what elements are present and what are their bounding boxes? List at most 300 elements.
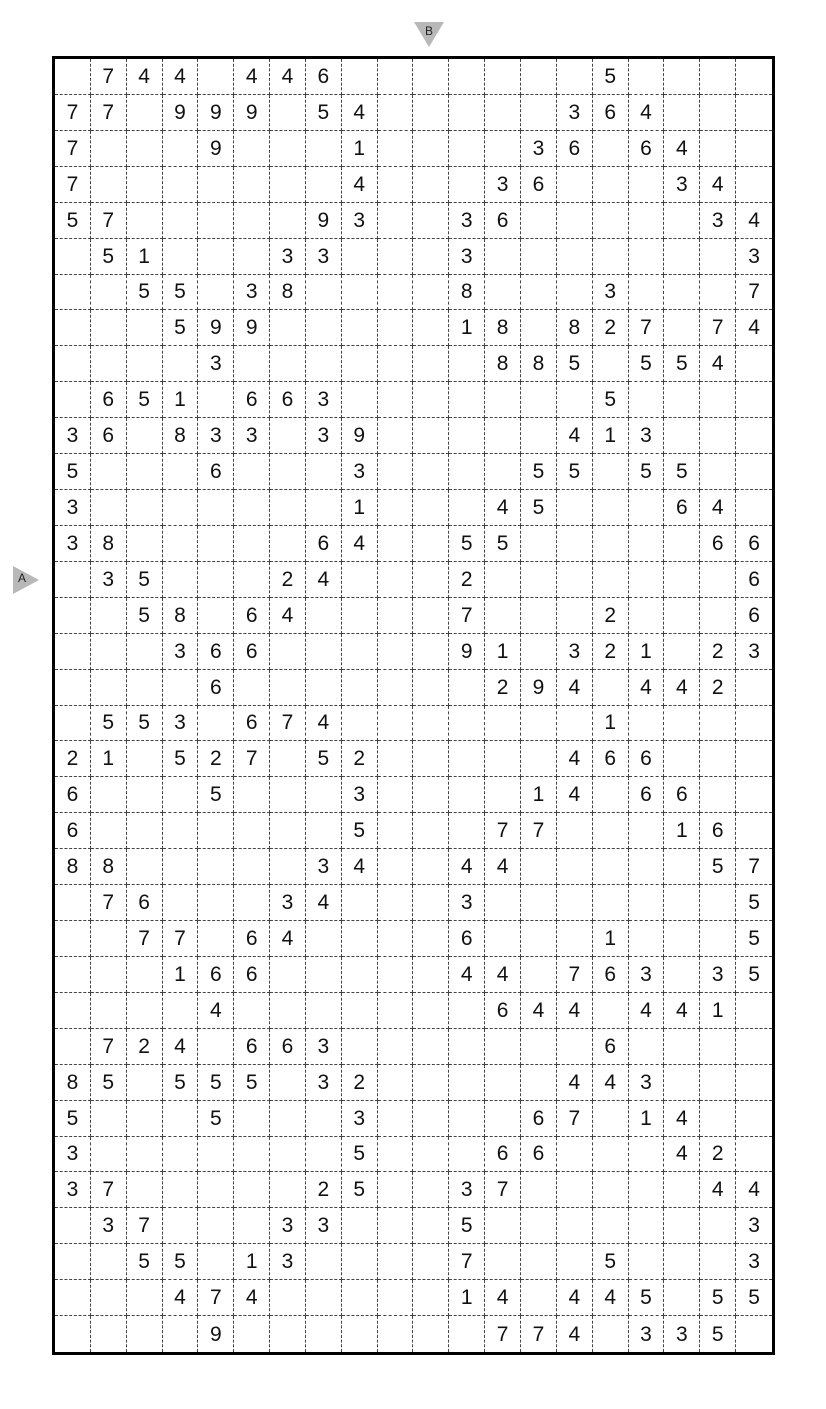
grid-cell[interactable]: 7 [485,813,521,849]
grid-cell[interactable] [127,670,163,706]
grid-cell[interactable] [664,706,700,742]
grid-cell[interactable] [736,1029,772,1065]
grid-cell[interactable]: 6 [593,957,629,993]
grid-cell[interactable]: 5 [163,275,199,311]
grid-cell[interactable] [91,1137,127,1173]
grid-cell[interactable] [521,921,557,957]
grid-cell[interactable] [629,239,665,275]
grid-cell[interactable] [629,167,665,203]
grid-cell[interactable] [342,1244,378,1280]
grid-cell[interactable] [629,203,665,239]
grid-cell[interactable] [413,885,449,921]
grid-cell[interactable] [557,849,593,885]
grid-cell[interactable]: 4 [664,131,700,167]
grid-cell[interactable]: 8 [485,310,521,346]
grid-cell[interactable]: 2 [306,1172,342,1208]
grid-cell[interactable] [198,1029,234,1065]
grid-cell[interactable] [342,670,378,706]
grid-cell[interactable]: 4 [198,993,234,1029]
grid-cell[interactable] [557,1208,593,1244]
grid-cell[interactable] [198,382,234,418]
grid-cell[interactable]: 6 [736,526,772,562]
grid-cell[interactable] [378,310,414,346]
grid-cell[interactable]: 3 [342,777,378,813]
grid-cell[interactable] [270,1316,306,1352]
grid-cell[interactable]: 9 [342,418,378,454]
grid-cell[interactable] [485,95,521,131]
grid-cell[interactable] [306,1244,342,1280]
grid-cell[interactable]: 6 [521,167,557,203]
grid-cell[interactable]: 6 [127,885,163,921]
grid-cell[interactable]: 8 [55,849,91,885]
grid-cell[interactable]: 5 [736,957,772,993]
grid-cell[interactable] [270,131,306,167]
grid-cell[interactable] [234,813,270,849]
grid-cell[interactable] [521,203,557,239]
grid-cell[interactable] [700,562,736,598]
grid-cell[interactable] [593,346,629,382]
grid-cell[interactable]: 4 [234,1280,270,1316]
grid-cell[interactable] [342,1316,378,1352]
grid-cell[interactable]: 6 [664,777,700,813]
grid-cell[interactable]: 3 [55,490,91,526]
grid-cell[interactable] [378,706,414,742]
grid-cell[interactable] [521,706,557,742]
grid-cell[interactable]: 5 [557,346,593,382]
grid-cell[interactable] [91,957,127,993]
grid-cell[interactable]: 8 [449,275,485,311]
grid-cell[interactable] [127,203,163,239]
grid-cell[interactable]: 3 [342,1101,378,1137]
grid-cell[interactable] [413,634,449,670]
grid-cell[interactable]: 5 [593,59,629,95]
grid-cell[interactable]: 4 [664,670,700,706]
grid-cell[interactable] [593,849,629,885]
grid-cell[interactable]: 7 [485,1316,521,1352]
grid-cell[interactable]: 3 [163,634,199,670]
grid-cell[interactable] [629,1244,665,1280]
grid-cell[interactable]: 5 [629,1280,665,1316]
grid-cell[interactable] [593,813,629,849]
grid-cell[interactable] [91,1316,127,1352]
grid-cell[interactable]: 5 [163,1065,199,1101]
grid-cell[interactable] [413,849,449,885]
grid-cell[interactable] [629,382,665,418]
grid-cell[interactable] [198,885,234,921]
grid-cell[interactable]: 3 [306,1065,342,1101]
grid-cell[interactable] [593,239,629,275]
grid-cell[interactable] [55,275,91,311]
grid-cell[interactable] [378,1029,414,1065]
grid-cell[interactable] [198,239,234,275]
grid-cell[interactable]: 7 [91,1172,127,1208]
grid-cell[interactable] [629,598,665,634]
grid-cell[interactable]: 6 [234,921,270,957]
grid-cell[interactable] [378,526,414,562]
grid-cell[interactable]: 4 [521,993,557,1029]
grid-cell[interactable] [521,1029,557,1065]
grid-cell[interactable]: 8 [91,526,127,562]
grid-cell[interactable] [55,310,91,346]
grid-cell[interactable] [521,1065,557,1101]
grid-cell[interactable] [629,59,665,95]
grid-cell[interactable] [342,993,378,1029]
grid-cell[interactable] [521,310,557,346]
grid-cell[interactable] [413,1172,449,1208]
grid-cell[interactable] [91,454,127,490]
grid-cell[interactable] [91,634,127,670]
grid-cell[interactable]: 3 [234,418,270,454]
grid-cell[interactable] [163,849,199,885]
grid-cell[interactable] [55,239,91,275]
grid-cell[interactable] [127,1065,163,1101]
grid-cell[interactable] [629,849,665,885]
grid-cell[interactable]: 6 [521,1101,557,1137]
grid-cell[interactable]: 2 [593,310,629,346]
grid-cell[interactable]: 3 [485,167,521,203]
grid-cell[interactable] [413,418,449,454]
grid-cell[interactable] [485,1244,521,1280]
grid-cell[interactable] [91,813,127,849]
grid-cell[interactable] [485,598,521,634]
grid-cell[interactable] [413,275,449,311]
grid-cell[interactable] [234,490,270,526]
grid-cell[interactable] [413,706,449,742]
grid-cell[interactable]: 5 [198,777,234,813]
grid-cell[interactable]: 7 [736,275,772,311]
grid-cell[interactable]: 3 [700,203,736,239]
grid-cell[interactable]: 6 [198,670,234,706]
grid-cell[interactable] [449,993,485,1029]
grid-cell[interactable]: 2 [270,562,306,598]
grid-cell[interactable] [664,634,700,670]
grid-cell[interactable]: 7 [557,957,593,993]
grid-cell[interactable]: 7 [449,1244,485,1280]
grid-cell[interactable] [378,1137,414,1173]
grid-cell[interactable] [664,95,700,131]
grid-cell[interactable] [521,239,557,275]
grid-cell[interactable] [521,59,557,95]
grid-cell[interactable]: 4 [163,1029,199,1065]
grid-cell[interactable]: 6 [91,382,127,418]
grid-cell[interactable] [413,1101,449,1137]
grid-cell[interactable] [270,526,306,562]
grid-cell[interactable]: 5 [55,454,91,490]
grid-cell[interactable]: 6 [557,131,593,167]
grid-cell[interactable]: 1 [629,1101,665,1137]
grid-cell[interactable] [629,275,665,311]
grid-cell[interactable] [234,993,270,1029]
grid-cell[interactable] [127,418,163,454]
grid-cell[interactable]: 8 [485,346,521,382]
grid-cell[interactable] [736,346,772,382]
grid-cell[interactable]: 3 [270,1244,306,1280]
grid-cell[interactable] [413,131,449,167]
grid-cell[interactable]: 6 [700,813,736,849]
grid-cell[interactable] [629,1137,665,1173]
grid-cell[interactable]: 3 [55,1137,91,1173]
grid-cell[interactable] [449,95,485,131]
grid-cell[interactable] [413,59,449,95]
grid-cell[interactable] [198,275,234,311]
grid-cell[interactable] [413,957,449,993]
grid-cell[interactable]: 4 [736,203,772,239]
grid-cell[interactable] [234,1208,270,1244]
grid-cell[interactable] [413,1280,449,1316]
grid-cell[interactable] [55,562,91,598]
grid-cell[interactable] [485,59,521,95]
grid-cell[interactable]: 1 [700,993,736,1029]
grid-cell[interactable]: 7 [163,921,199,957]
grid-cell[interactable]: 4 [557,1316,593,1352]
grid-cell[interactable] [629,813,665,849]
grid-cell[interactable] [485,454,521,490]
grid-cell[interactable]: 5 [557,454,593,490]
grid-cell[interactable]: 3 [736,1244,772,1280]
grid-cell[interactable]: 6 [629,777,665,813]
grid-cell[interactable]: 1 [163,957,199,993]
grid-cell[interactable] [664,957,700,993]
grid-cell[interactable]: 6 [198,634,234,670]
grid-cell[interactable] [270,1172,306,1208]
grid-cell[interactable] [521,885,557,921]
grid-cell[interactable] [593,1316,629,1352]
grid-cell[interactable] [378,921,414,957]
grid-cell[interactable] [163,1208,199,1244]
grid-cell[interactable] [91,1280,127,1316]
grid-cell[interactable] [127,813,163,849]
grid-cell[interactable] [270,777,306,813]
grid-cell[interactable]: 3 [449,885,485,921]
grid-cell[interactable]: 4 [342,526,378,562]
grid-cell[interactable] [378,203,414,239]
grid-cell[interactable] [198,1244,234,1280]
grid-cell[interactable] [664,310,700,346]
grid-cell[interactable]: 3 [629,1065,665,1101]
grid-cell[interactable] [485,1101,521,1137]
grid-cell[interactable]: 5 [91,706,127,742]
grid-cell[interactable] [55,598,91,634]
grid-cell[interactable]: 6 [198,454,234,490]
grid-cell[interactable] [593,1208,629,1244]
grid-cell[interactable]: 6 [55,813,91,849]
grid-cell[interactable] [557,167,593,203]
grid-cell[interactable]: 4 [163,1280,199,1316]
grid-cell[interactable] [413,813,449,849]
grid-cell[interactable] [163,813,199,849]
grid-cell[interactable] [449,346,485,382]
grid-cell[interactable]: 4 [557,993,593,1029]
grid-cell[interactable]: 6 [629,741,665,777]
grid-cell[interactable] [700,1029,736,1065]
grid-cell[interactable]: 1 [449,1280,485,1316]
grid-cell[interactable]: 6 [700,526,736,562]
grid-cell[interactable]: 7 [700,310,736,346]
grid-cell[interactable] [378,885,414,921]
grid-cell[interactable]: 5 [163,1244,199,1280]
grid-cell[interactable] [449,490,485,526]
grid-cell[interactable]: 3 [449,1172,485,1208]
grid-cell[interactable] [163,131,199,167]
grid-cell[interactable]: 7 [55,131,91,167]
grid-cell[interactable]: 4 [593,1280,629,1316]
grid-cell[interactable] [270,670,306,706]
grid-cell[interactable] [700,885,736,921]
grid-cell[interactable]: 6 [664,490,700,526]
grid-cell[interactable]: 8 [91,849,127,885]
grid-cell[interactable] [664,239,700,275]
grid-cell[interactable]: 4 [342,167,378,203]
grid-cell[interactable]: 4 [234,59,270,95]
grid-cell[interactable]: 3 [629,418,665,454]
grid-cell[interactable] [378,131,414,167]
grid-cell[interactable]: 7 [449,598,485,634]
grid-cell[interactable]: 9 [198,1316,234,1352]
grid-cell[interactable]: 7 [521,813,557,849]
grid-cell[interactable]: 3 [306,382,342,418]
grid-cell[interactable] [521,1244,557,1280]
grid-cell[interactable]: 5 [736,885,772,921]
grid-cell[interactable] [521,562,557,598]
grid-cell[interactable] [664,1280,700,1316]
grid-cell[interactable] [234,167,270,203]
grid-cell[interactable] [700,706,736,742]
grid-cell[interactable] [306,490,342,526]
grid-cell[interactable] [736,95,772,131]
grid-cell[interactable]: 7 [485,1172,521,1208]
grid-cell[interactable] [234,1101,270,1137]
grid-cell[interactable]: 3 [55,1172,91,1208]
grid-cell[interactable]: 6 [736,562,772,598]
grid-cell[interactable] [664,59,700,95]
grid-cell[interactable] [378,1172,414,1208]
grid-cell[interactable] [700,598,736,634]
grid-cell[interactable] [557,1137,593,1173]
grid-cell[interactable]: 2 [342,1065,378,1101]
grid-cell[interactable] [449,1137,485,1173]
grid-cell[interactable] [629,562,665,598]
grid-cell[interactable]: 4 [557,741,593,777]
grid-cell[interactable] [306,777,342,813]
grid-cell[interactable]: 9 [234,310,270,346]
grid-cell[interactable] [306,957,342,993]
grid-cell[interactable] [234,777,270,813]
grid-cell[interactable]: 6 [485,1137,521,1173]
grid-cell[interactable] [270,203,306,239]
grid-cell[interactable] [413,95,449,131]
grid-cell[interactable]: 6 [521,1137,557,1173]
grid-cell[interactable] [91,490,127,526]
grid-cell[interactable] [234,239,270,275]
grid-cell[interactable] [234,346,270,382]
grid-cell[interactable] [700,1101,736,1137]
grid-cell[interactable] [55,382,91,418]
grid-cell[interactable]: 6 [234,957,270,993]
grid-cell[interactable]: 3 [664,1316,700,1352]
grid-cell[interactable] [270,310,306,346]
grid-cell[interactable] [593,526,629,562]
grid-cell[interactable]: 6 [55,777,91,813]
grid-cell[interactable]: 5 [593,1244,629,1280]
grid-cell[interactable] [736,741,772,777]
grid-cell[interactable] [127,1137,163,1173]
grid-cell[interactable] [700,1208,736,1244]
grid-cell[interactable] [270,634,306,670]
grid-cell[interactable]: 3 [55,418,91,454]
grid-cell[interactable] [127,1172,163,1208]
grid-cell[interactable] [306,131,342,167]
grid-cell[interactable]: 1 [449,310,485,346]
grid-cell[interactable] [413,777,449,813]
grid-cell[interactable] [593,885,629,921]
grid-cell[interactable] [378,1208,414,1244]
grid-cell[interactable] [413,382,449,418]
grid-cell[interactable] [485,418,521,454]
grid-cell[interactable] [127,1280,163,1316]
grid-cell[interactable]: 2 [449,562,485,598]
grid-cell[interactable]: 8 [521,346,557,382]
grid-cell[interactable] [306,167,342,203]
grid-cell[interactable] [521,418,557,454]
grid-cell[interactable] [91,131,127,167]
grid-cell[interactable] [342,59,378,95]
grid-cell[interactable] [234,885,270,921]
grid-cell[interactable] [163,1316,199,1352]
grid-cell[interactable]: 3 [306,239,342,275]
grid-cell[interactable] [629,490,665,526]
grid-cell[interactable] [306,598,342,634]
grid-cell[interactable]: 4 [163,59,199,95]
grid-cell[interactable]: 2 [198,741,234,777]
grid-cell[interactable]: 3 [306,1208,342,1244]
grid-cell[interactable] [736,706,772,742]
grid-cell[interactable] [163,526,199,562]
grid-cell[interactable] [91,777,127,813]
grid-cell[interactable] [736,167,772,203]
grid-cell[interactable]: 6 [234,706,270,742]
grid-cell[interactable]: 3 [270,885,306,921]
grid-cell[interactable]: 7 [521,1316,557,1352]
grid-cell[interactable] [91,921,127,957]
grid-cell[interactable]: 4 [270,598,306,634]
grid-cell[interactable]: 3 [306,418,342,454]
grid-cell[interactable]: 1 [163,382,199,418]
grid-cell[interactable] [378,275,414,311]
grid-cell[interactable]: 5 [449,1208,485,1244]
grid-cell[interactable] [700,382,736,418]
grid-cell[interactable] [342,562,378,598]
grid-cell[interactable]: 2 [700,1137,736,1173]
grid-cell[interactable] [270,490,306,526]
grid-cell[interactable] [557,59,593,95]
grid-cell[interactable]: 3 [163,706,199,742]
grid-cell[interactable] [736,490,772,526]
grid-cell[interactable] [629,706,665,742]
grid-cell[interactable] [127,167,163,203]
grid-cell[interactable] [736,1101,772,1137]
grid-cell[interactable]: 1 [593,921,629,957]
grid-cell[interactable] [664,382,700,418]
grid-cell[interactable]: 9 [449,634,485,670]
grid-cell[interactable] [557,526,593,562]
grid-cell[interactable] [198,1137,234,1173]
grid-cell[interactable] [378,634,414,670]
grid-cell[interactable] [55,1244,91,1280]
grid-cell[interactable]: 3 [521,131,557,167]
grid-cell[interactable] [91,1244,127,1280]
grid-cell[interactable] [127,490,163,526]
grid-cell[interactable] [413,203,449,239]
